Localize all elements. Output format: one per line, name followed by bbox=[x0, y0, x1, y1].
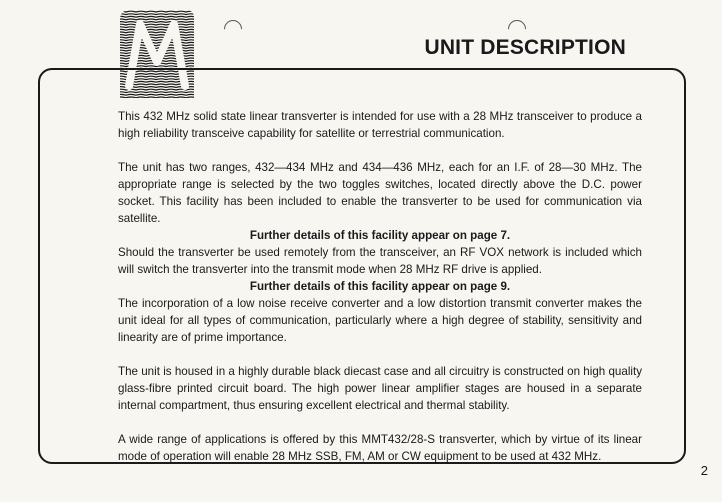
page-title: UNIT DESCRIPTION bbox=[424, 36, 626, 59]
logo-line bbox=[116, 58, 198, 59]
logo-line bbox=[116, 22, 198, 23]
logo-line bbox=[116, 40, 198, 41]
logo-line bbox=[116, 35, 198, 36]
logo-line bbox=[116, 50, 198, 51]
note-page-9: Further details of this facility appear on page 9. bbox=[249, 280, 511, 293]
paragraph-ranges: The unit has two ranges, 432—434 MHz and 434—436 MHz, each for an I.F. of 28—30 MHz. The appropriate range is selected by the two toggles switches, located directly above the D.C. power socket. This facility has been included to enable the transverter to be used for communication via satellite. bbox=[118, 161, 642, 225]
logo-line bbox=[116, 19, 198, 20]
logo-line bbox=[116, 11, 198, 12]
logo-line bbox=[116, 45, 198, 46]
paragraph-intro: This 432 MHz solid state linear transverter is intended for use with a 28 MHz transceiver to produce a high reliability transceive capability for satellite or terrestrial communication. bbox=[118, 110, 642, 140]
logo-line bbox=[116, 14, 198, 15]
logo-line bbox=[116, 53, 198, 54]
logo-line bbox=[116, 37, 198, 38]
logo-line bbox=[116, 27, 198, 28]
paragraph-housing: The unit is housed in a highly durable black diecast case and all circuitry is constructed on high quality glass-fibre printed circuit board. The high power linear amplifier stages are housed in a separate internal compartment, thus ensuring excellent electrical and thermal stability. bbox=[118, 365, 642, 412]
logo-line bbox=[116, 16, 198, 17]
logo-line bbox=[116, 32, 198, 33]
logo-line bbox=[116, 61, 198, 62]
logo-line bbox=[116, 42, 198, 43]
paragraph-applications: A wide range of applications is offered by this MMT432/28-S transverter, which by virtue of its linear mode of operation will enable 28 MHz SSB, FM, AM or CW equipment to be used at 432 MHz. bbox=[118, 433, 642, 463]
paragraph-vox: Should the transverter be used remotely from the transceiver, an RF VOX network is included which will switch the transverter into the transmit mode when 28 MHz RF drive is applied. bbox=[118, 246, 642, 276]
paragraph-converters: The incorporation of a low noise receive converter and a low distortion transmit converter makes the unit ideal for all types of communication, particularly where a high degree of stability, sensitivity and linearity are of prime importance. bbox=[118, 297, 642, 344]
logo-line bbox=[116, 24, 198, 25]
logo-line bbox=[116, 29, 198, 30]
note-page-7: Further details of this facility appear on page 7. bbox=[249, 229, 511, 242]
binder-hole-icon bbox=[220, 16, 245, 41]
logo-line bbox=[116, 55, 198, 56]
logo-line bbox=[116, 66, 198, 67]
description-body bbox=[118, 108, 642, 465]
page-number: 2 bbox=[700, 463, 708, 478]
logo-line bbox=[116, 48, 198, 49]
logo-line bbox=[116, 63, 198, 64]
